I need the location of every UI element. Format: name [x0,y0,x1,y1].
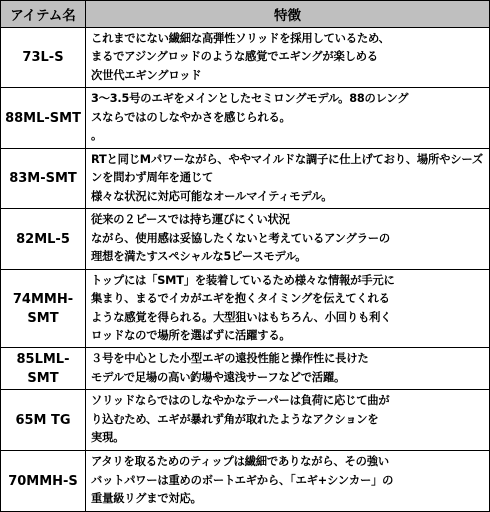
model-name-cell: 70MMH-S [1,451,86,512]
table-row [1,348,490,390]
model-name-cell: 88ML-SMT [1,88,86,149]
table-header-row [1,1,490,28]
model-name-cell: 83M-SMT [1,149,86,209]
model-name-cell: 65M TG [1,390,86,451]
feature-cell: 3〜3.5号のエギをメインとしたセミロングモデル。88のレング スならではのしなやかさを感じられる。 。 [86,88,490,149]
feature-cell: ３号を中心とした小型エギの遠投性能と操作性に長けた モデルで足場の高い釣場や遠浅サーフなどで活躍。 [86,348,490,390]
model-name-cell: 85LML- SMT [1,348,86,390]
model-name-cell: 74MMH- SMT [1,270,86,348]
model-name-cell: 73L-S [1,28,86,88]
table-row [1,390,490,451]
model-name-cell: 82ML-5 [1,209,86,270]
table-row [1,270,490,348]
header-item-name: アイテム名 [1,1,86,28]
table-row [1,28,490,88]
feature-cell: ソリッドならではのしなやかなテーパーは負荷に応じて曲が り込むため、エギが暴れず角が取れたようなアクションを 実現。 [86,390,490,451]
table-row [1,88,490,149]
feature-cell: トップには「SMT」を装着しているため様々な情報が手元に 集まり、まるでイカがエギを抱くタイミングを伝えてくれる ような感覚を得られる。大型狙いはもちろん、小回りも利く ロッドなので場所を選ばずに活躍する。 [86,270,490,348]
feature-cell: アタリを取るためのティップは繊細でありながら、その強い バットパワーは重めのボートエギから、「エギ+シンカー」の 重量級リグまで対応。 [86,451,490,512]
feature-cell: これまでにない繊細な高弾性ソリッドを採用しているため、 まるでアジングロッドのような感覚でエギングが楽しめる 次世代エギングロッド [86,28,490,88]
feature-cell: 従来の２ピースでは持ち運びにくい状況 ながら、使用感は妥協したくないと考えているアングラーの 理想を満たすスペシャルな5ピースモデル。 [86,209,490,270]
table-row [1,451,490,512]
table-row [1,149,490,209]
feature-cell: RTと同じMパワーながら、ややマイルドな調子に仕上げており、場所やシーズンを問わず周年を通じて 様々な状況に対応可能なオールマイティモデル。 [86,149,490,209]
table-row [1,209,490,270]
header-features: 特徴 [86,1,490,28]
